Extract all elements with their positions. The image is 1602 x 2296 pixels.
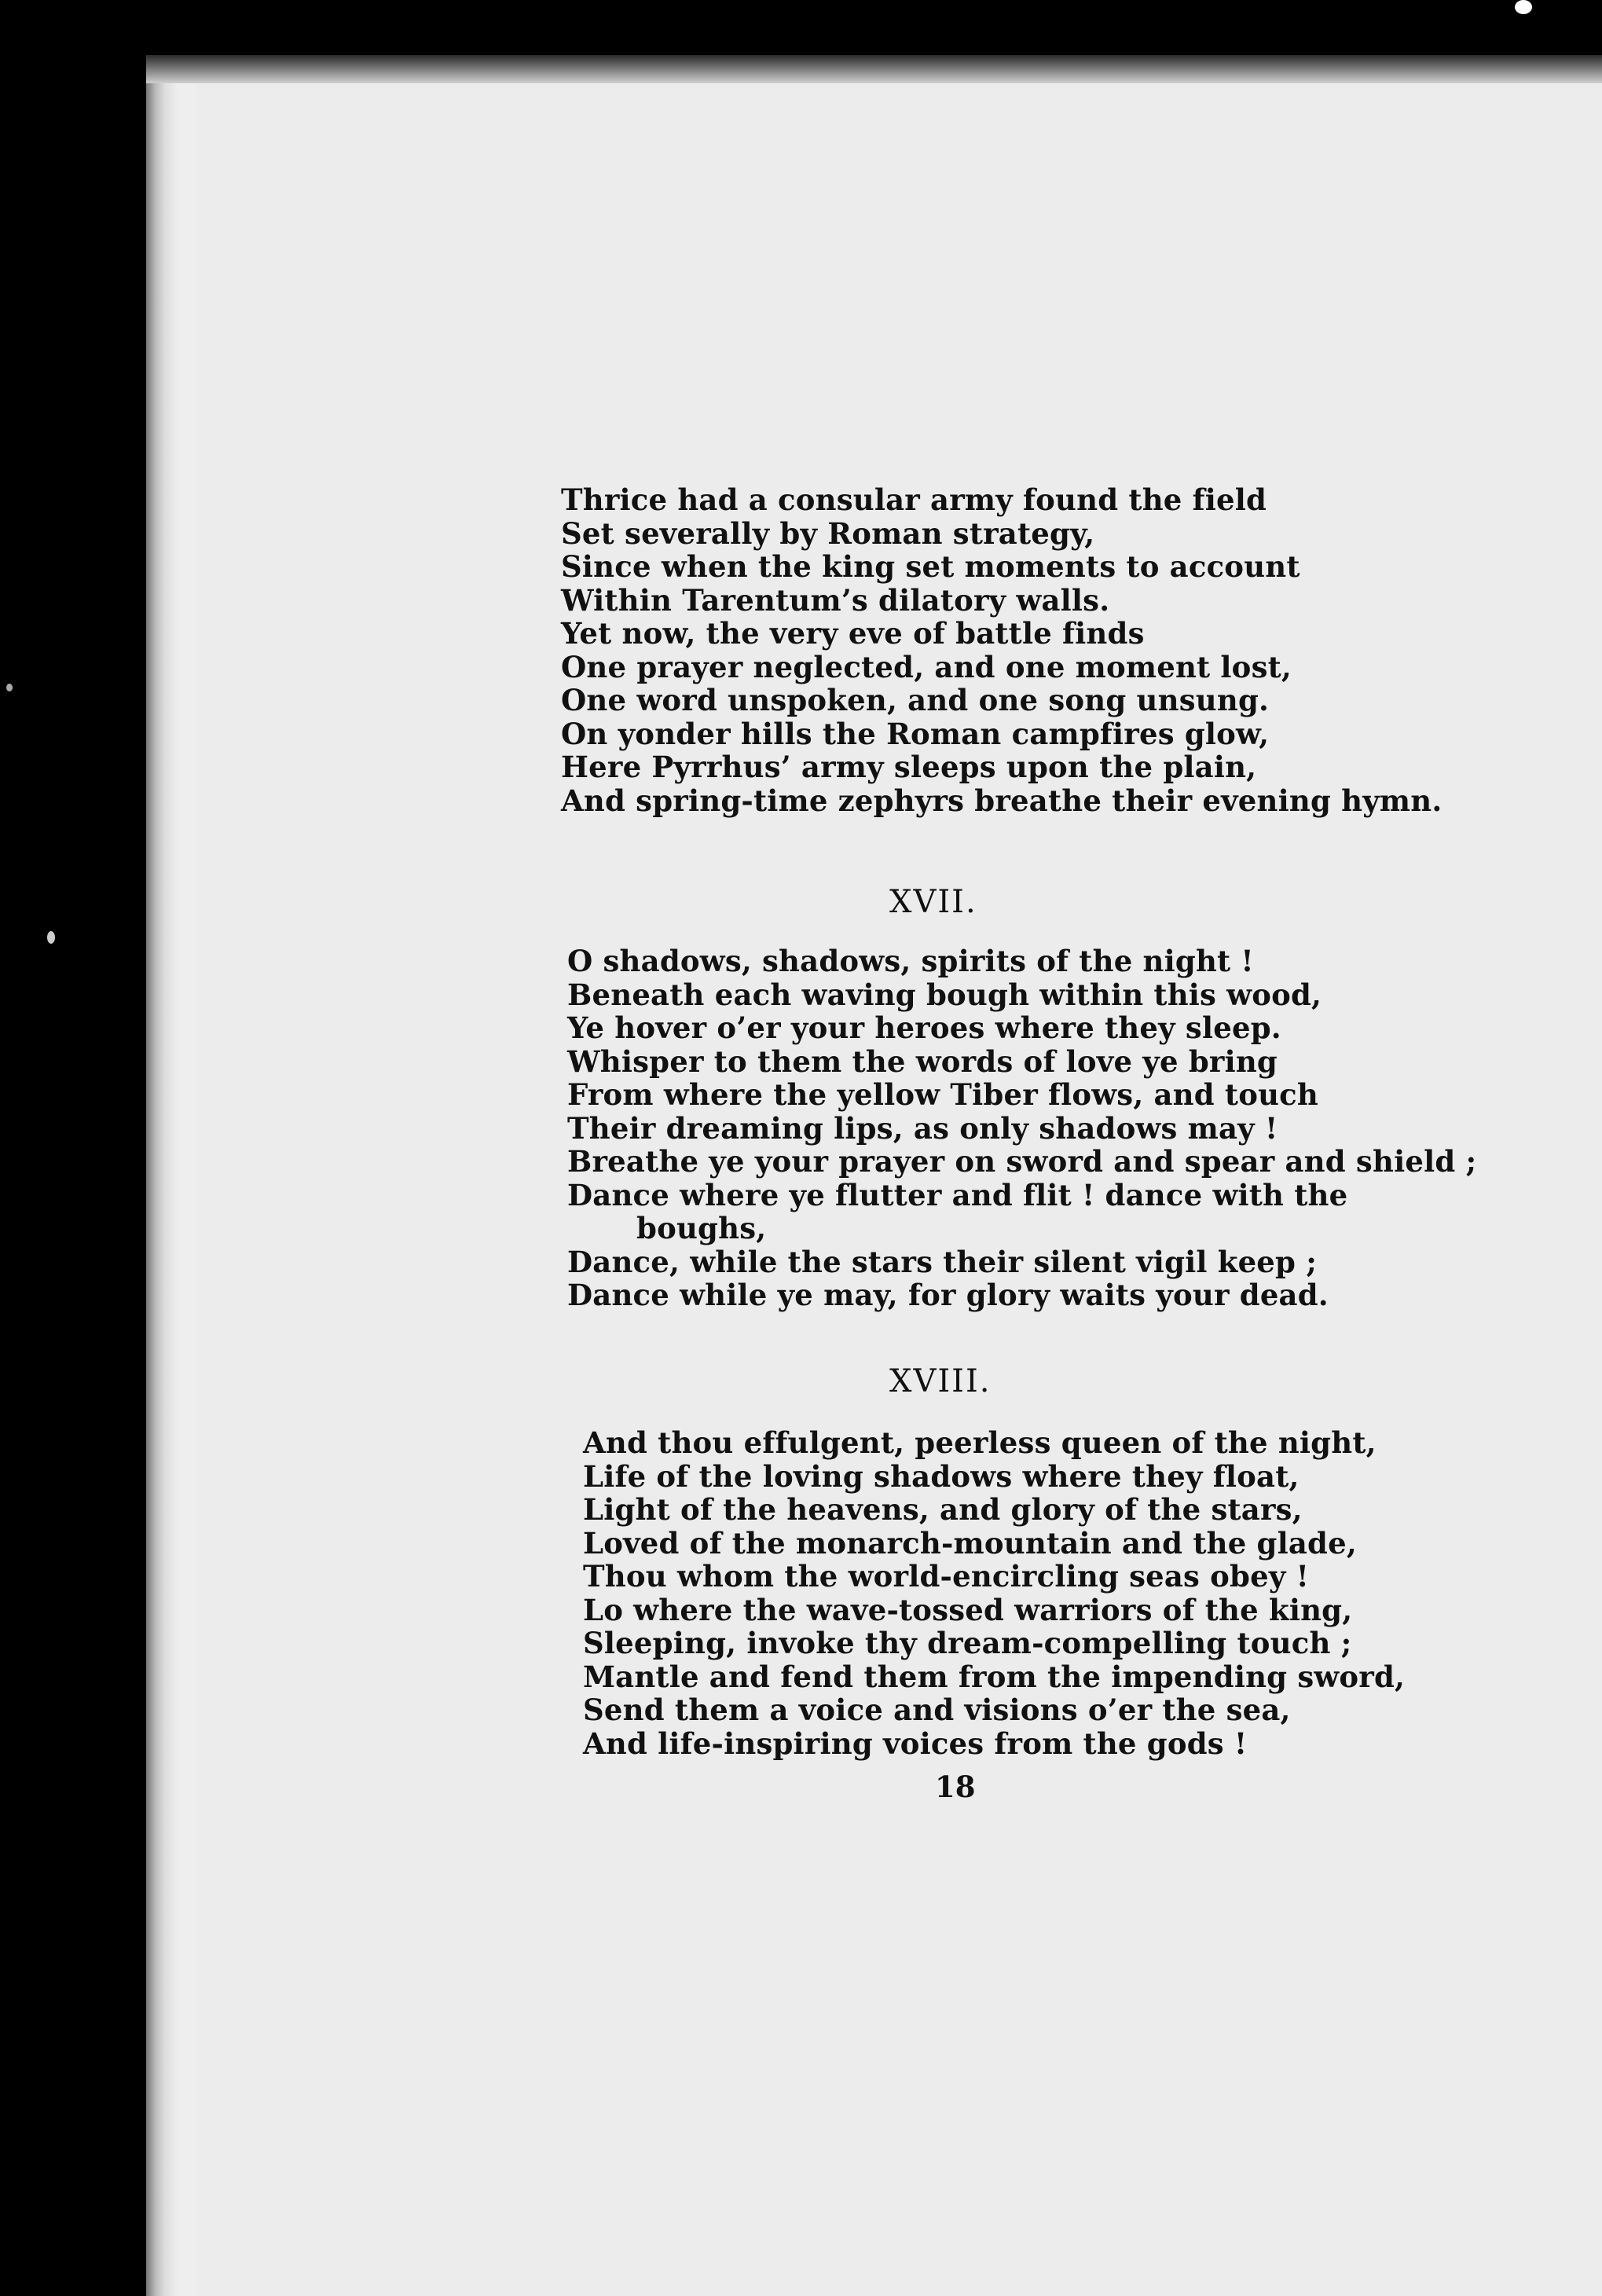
section-heading-xvii: XVII. (889, 884, 977, 920)
poem-line: Their dreaming lips, as only shadows may ! (567, 1110, 1278, 1146)
scan-background (0, 0, 146, 2296)
poem-line: Lo where the wave-tossed warriors of the king, (583, 1592, 1353, 1627)
stanza-xviii (583, 1426, 1405, 1760)
poem-line: And life-inspiring voices from the gods ! (583, 1726, 1248, 1761)
poem-line: Here Pyrrhus’ army sleeps upon the plain, (561, 750, 1257, 784)
poem-line: One prayer neglected, and one moment lost, (561, 649, 1292, 684)
poem-line: O shadows, shadows, spirits of the night ! (567, 944, 1254, 978)
scan-speck (47, 931, 55, 944)
poem-line: Since when the king set moments to account (561, 549, 1300, 584)
poem-line: Breathe ye your prayer on sword and spear and shield ; (567, 1144, 1477, 1179)
poem-line: And thou effulgent, peerless queen of the night, (583, 1425, 1377, 1460)
page-top-shadow (146, 55, 1602, 83)
poem-line: Mantle and fend them from the impending sword, (583, 1659, 1406, 1694)
poem-line: Light of the heavens, and glory of the stars, (583, 1492, 1303, 1527)
poem-line: Beneath each waving bough within this wood, (567, 977, 1322, 1012)
poem-line: Dance while ye may, for glory waits your dead. (567, 1278, 1329, 1312)
stanza-top (561, 483, 1442, 817)
poem-line: Sleeping, invoke thy dream-compelling touch ; (583, 1626, 1352, 1660)
poem-line: Yet now, the very eve of battle finds (561, 616, 1145, 651)
scan-speck (1515, 0, 1532, 14)
poem-line: Set severally by Roman strategy, (561, 515, 1095, 551)
poem-line: Whisper to them the words of love ye bring (567, 1043, 1278, 1079)
poem-line: Dance, while the stars their silent vigil keep ; (567, 1244, 1318, 1279)
poem-line: And spring-time zephyrs breathe their evening hymn. (561, 783, 1443, 818)
poem-line: Within Tarentum’s dilatory walls. (561, 582, 1110, 618)
poem-line: Thou whom the world-encircling seas obey ! (583, 1559, 1310, 1594)
poem-line: Ye hover o’er your heroes where they sleep. (567, 1010, 1281, 1045)
poem-line: One word unspoken, and one song unsung. (561, 683, 1270, 717)
page-number: 18 (935, 1770, 976, 1804)
poem-line: boughs, (636, 1211, 767, 1245)
poem-line: On yonder hills the Roman campfires glow, (561, 716, 1270, 751)
poem-line: Life of the loving shadows where they float, (583, 1458, 1300, 1494)
poem-line: Loved of the monarch-mountain and the glade, (583, 1525, 1357, 1561)
section-heading-xviii: XVIII. (889, 1363, 992, 1399)
poem-line: Send them a voice and visions o’er the sea, (583, 1693, 1291, 1727)
poem-line: From where the yellow Tiber flows, and touch (567, 1077, 1319, 1112)
poem-line: Dance where ye flutter and flit ! dance with the (567, 1177, 1348, 1212)
scan-speck (6, 684, 13, 691)
poem-line: Thrice had a consular army found the field (561, 482, 1267, 517)
stanza-xvii (567, 944, 1476, 1312)
